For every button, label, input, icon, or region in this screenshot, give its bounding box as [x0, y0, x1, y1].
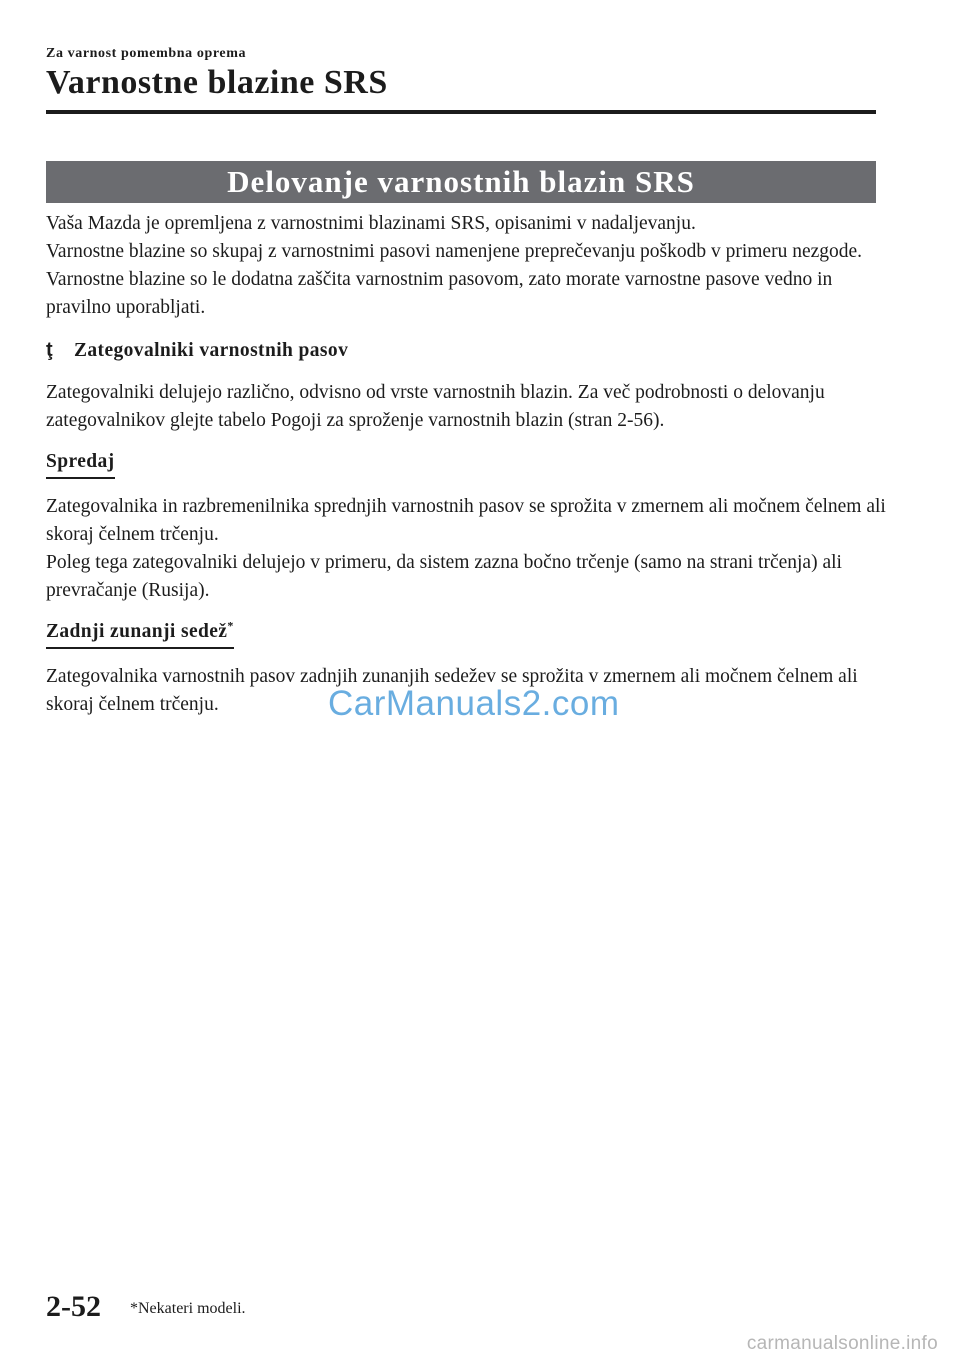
site-watermark: carmanualsonline.info	[746, 1333, 938, 1354]
rear-heading-text: Zadnji zunanji sedež	[46, 621, 228, 642]
square-bullet-icon: ţ	[46, 339, 54, 361]
subsection-heading	[46, 336, 886, 365]
rear-heading-wrap	[46, 619, 886, 663]
rear-heading	[46, 619, 234, 649]
front-heading: Spredaj	[46, 449, 115, 479]
running-head: Za varnost pomembna oprema	[46, 46, 247, 61]
rear-paragraph: Zategovalnika varnostnih pasov zadnjih zunanjih sedežev se sprožita v zmernem ali močnem čelnem ali skoraj čelnem trčenju.	[46, 666, 858, 715]
intro-paragraph: Varnostne blazine so le dodatna zaščita varnostnim pasovom, zato morate varnostne pasove vedno in pravilno uporabljati.	[46, 269, 833, 318]
footnote: *Nekateri modeli.	[130, 1300, 246, 1317]
subsection-title: Zategovalniki varnostnih pasov	[74, 340, 349, 361]
page-content	[46, 210, 886, 733]
title-rule	[46, 110, 876, 114]
section-title: Delovanje varnostnih blazin SRS	[227, 164, 695, 199]
page-number: 2-52	[46, 1290, 101, 1323]
subsection-body	[46, 379, 886, 435]
subsection-paragraph: Zategovalniki delujejo različno, odvisno od vrste varnostnih blazin. Za več podrobnosti o delovanju zategovalnikov glejte tabelo Pogoji za sproženje varnostnih blazin (stran 2-56).	[46, 382, 825, 431]
chapter-title: Varnostne blazine SRS	[46, 64, 388, 101]
front-paragraph: Poleg tega zategovalniki delujejo v primeru, da sistem zazna bočno trčenje (samo na strani trčenja) ali prevračanje (Rusija).	[46, 552, 842, 601]
intro-paragraph: Varnostne blazine so skupaj z varnostnimi pasovi namenjene preprečevanju poškodb v primeru nezgode.	[46, 241, 863, 262]
intro-paragraph: Vaša Mazda je opremljena z varnostnimi blazinami SRS, opisanimi v nadaljevanju.	[46, 213, 696, 234]
footnote-mark: *	[227, 618, 234, 633]
intro-block	[46, 210, 886, 322]
front-paragraph: Zategovalnika in razbremenilnika sprednjih varnostnih pasov se sprožita v zmernem ali močnem čelnem ali skoraj čelnem trčenju.	[46, 496, 886, 545]
section-banner	[46, 161, 876, 203]
front-heading-wrap	[46, 449, 886, 493]
watermark-logo: CarManuals2.com	[328, 684, 620, 723]
front-body	[46, 493, 886, 605]
